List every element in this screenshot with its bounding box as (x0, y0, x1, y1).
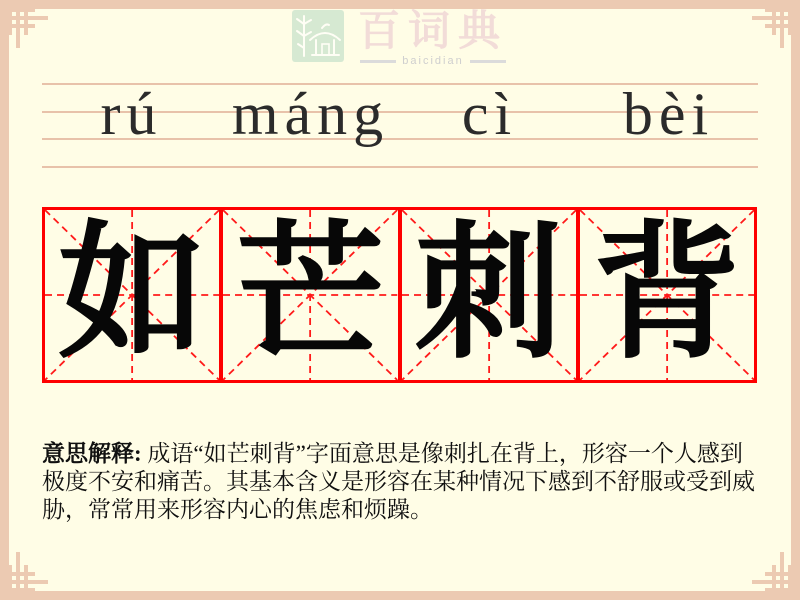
meaning-explanation (42, 440, 760, 524)
idiom-character: 芒 (236, 213, 385, 377)
lattice-corner-ornament (8, 552, 48, 592)
practice-square (398, 210, 576, 380)
idiom-character: 刺 (414, 213, 563, 377)
ruled-line (42, 166, 758, 168)
pinyin-syllable: rú (100, 81, 163, 147)
subtitle-left-rule (360, 60, 396, 63)
character-grid (42, 207, 757, 383)
subtitle-right-rule (470, 60, 506, 63)
pinyin-syllable: cì (461, 81, 518, 147)
explanation-text: 成语“如芒刺背”字面意思是像刺扎在背上，形容一个人感到极度不安和痛苦。其基本含义是形容在某种情况下感到不舒服或受到威胁，常常用来形容内心的焦虑和烦躁。 (42, 441, 755, 522)
logo-subtitle: baicidian (402, 55, 464, 67)
explanation-label: 意思解释: (42, 441, 142, 466)
idiom-character: 如 (58, 213, 207, 377)
pinyin-row (42, 82, 758, 146)
lattice-corner-ornament (752, 552, 792, 592)
idiom-character: 背 (592, 213, 741, 377)
app-logo (0, 10, 800, 67)
pavilion-bamboo-icon (292, 10, 344, 62)
pinyin-syllable: máng (231, 81, 390, 147)
practice-square (45, 210, 219, 380)
logo-subtitle-row (360, 55, 505, 67)
pinyin-section (42, 83, 758, 168)
practice-square (576, 210, 754, 380)
practice-square (219, 210, 397, 380)
logo-title: 百词典 (357, 9, 508, 55)
pinyin-syllable: bèi (622, 81, 715, 147)
